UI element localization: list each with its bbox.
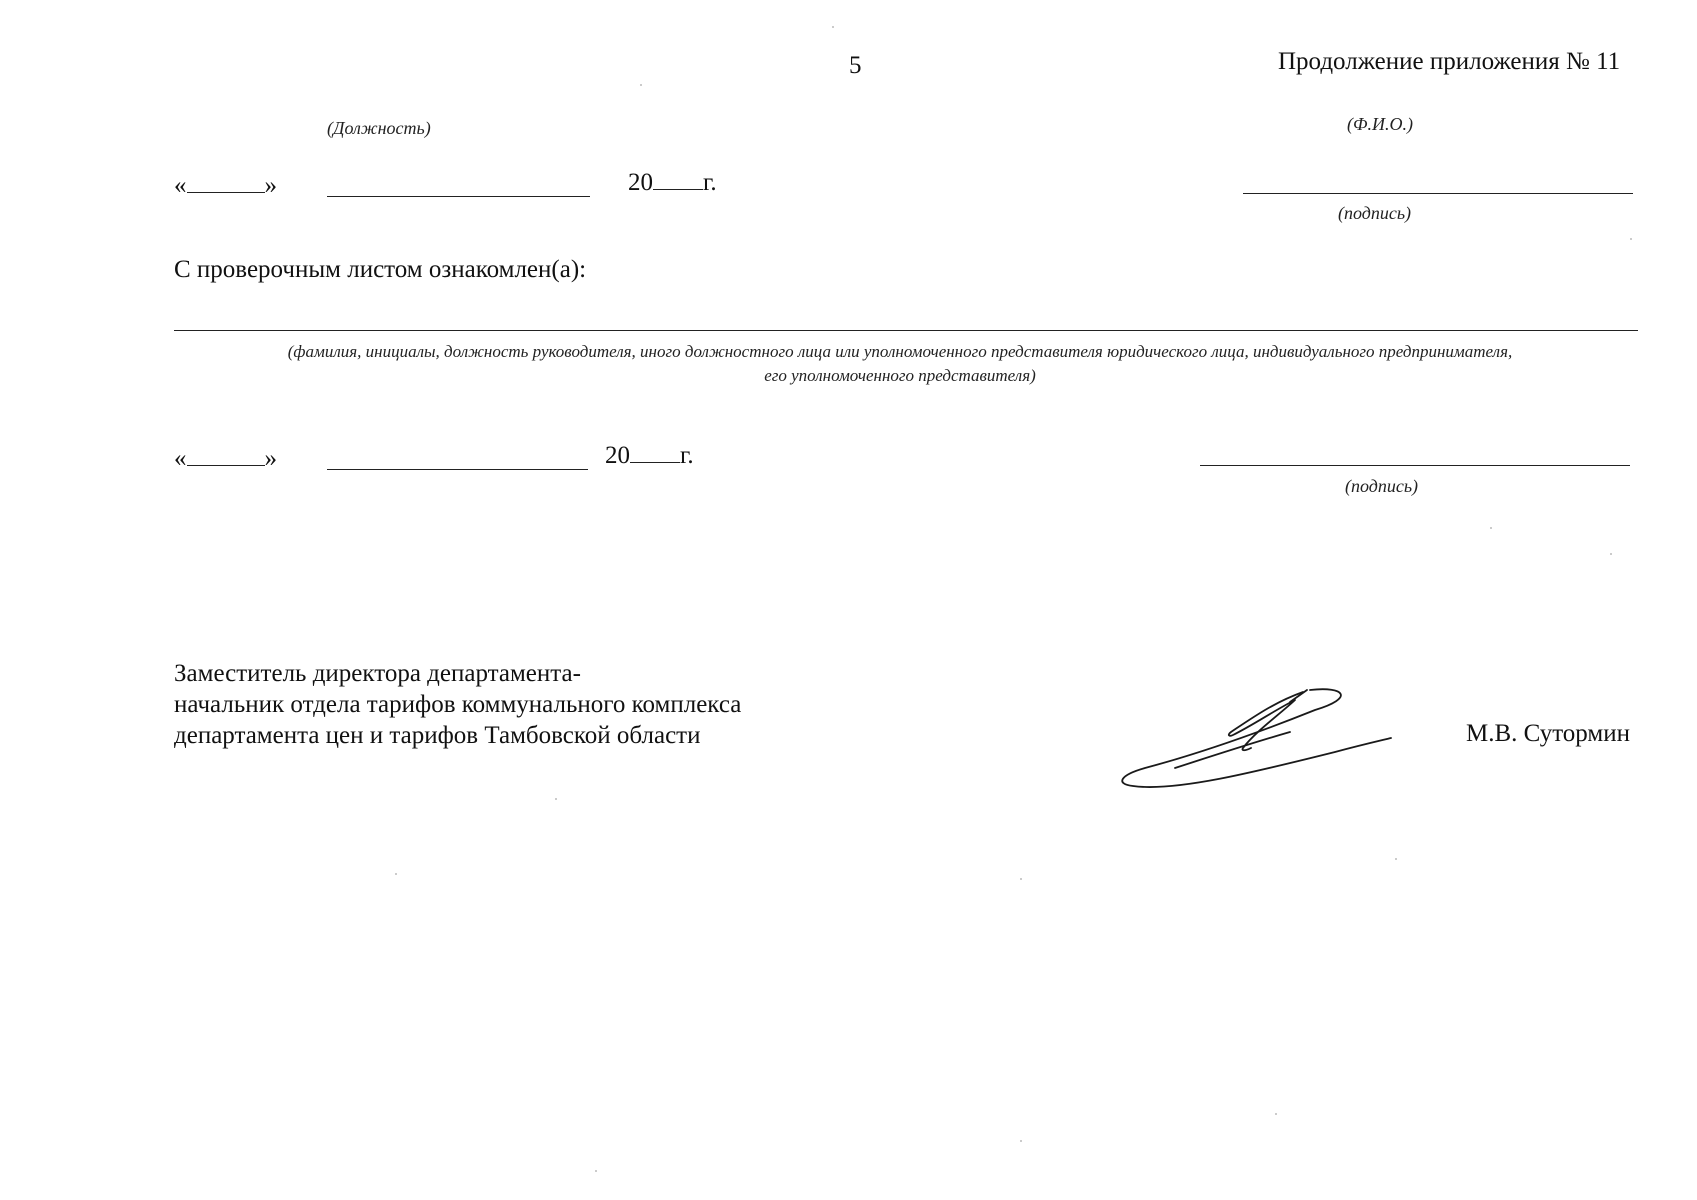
date-day-field — [174, 172, 277, 200]
scan-speck — [1275, 1113, 1277, 1115]
year-suffix: г. — [680, 442, 694, 469]
scan-speck — [1610, 553, 1612, 555]
acquaintance-caption-line2: его уполномоченного представителя) — [764, 366, 1036, 385]
signatory-name: М.В. Сутормин — [1466, 720, 1631, 747]
date-day-field-2 — [174, 445, 277, 473]
scan-speck — [1020, 1140, 1022, 1142]
scan-speck — [1490, 527, 1492, 529]
signature-caption-2: (подпись) — [1345, 476, 1419, 496]
quote-open: « — [174, 172, 187, 199]
quote-open: « — [174, 445, 187, 472]
signature-caption-1: (подпись) — [1338, 203, 1412, 223]
acquaintance-line — [174, 330, 1638, 331]
acquaintance-caption-line1: (фамилия, инициалы, должность руководителя, иного должностного лица или уполномоченного представителя юридического лица, индивидуального предпринимателя, — [287, 342, 1513, 361]
signature-line-1 — [1243, 193, 1633, 194]
quote-close: » — [264, 172, 277, 199]
continuation-header: Продолжение приложения № 11 — [1278, 48, 1621, 75]
fio-caption: (Ф.И.О.) — [1347, 114, 1413, 134]
signatory-line1: Заместитель директора департамента- — [174, 660, 581, 687]
acquaintance-caption — [160, 340, 1640, 388]
signature-line-2 — [1200, 465, 1630, 466]
scan-speck — [1395, 858, 1397, 860]
handwritten-signature — [1115, 680, 1395, 790]
position-caption: (Должность) — [327, 118, 431, 138]
year-prefix: 20 — [628, 169, 653, 196]
signatory-line3: департамента цен и тарифов Тамбовской области — [174, 722, 701, 749]
scan-speck — [640, 84, 642, 86]
date-year-field — [628, 169, 717, 197]
acquaintance-text: С проверочным листом ознакомлен(а): — [174, 256, 587, 283]
quote-close: » — [264, 445, 277, 472]
scan-speck — [832, 26, 834, 28]
scan-speck — [1020, 878, 1022, 880]
scan-speck — [1630, 238, 1632, 240]
year-prefix: 20 — [605, 442, 630, 469]
date-year-field-2 — [605, 442, 694, 470]
scan-speck — [395, 873, 397, 875]
date-month-line-2 — [327, 469, 588, 470]
date-month-line — [327, 196, 590, 197]
scan-speck — [555, 798, 557, 800]
signatory-line2: начальник отдела тарифов коммунального комплекса — [174, 691, 742, 718]
year-suffix: г. — [703, 169, 717, 196]
page-number: 5 — [849, 52, 862, 79]
scan-speck — [595, 1170, 597, 1172]
signatory-title — [174, 658, 741, 751]
